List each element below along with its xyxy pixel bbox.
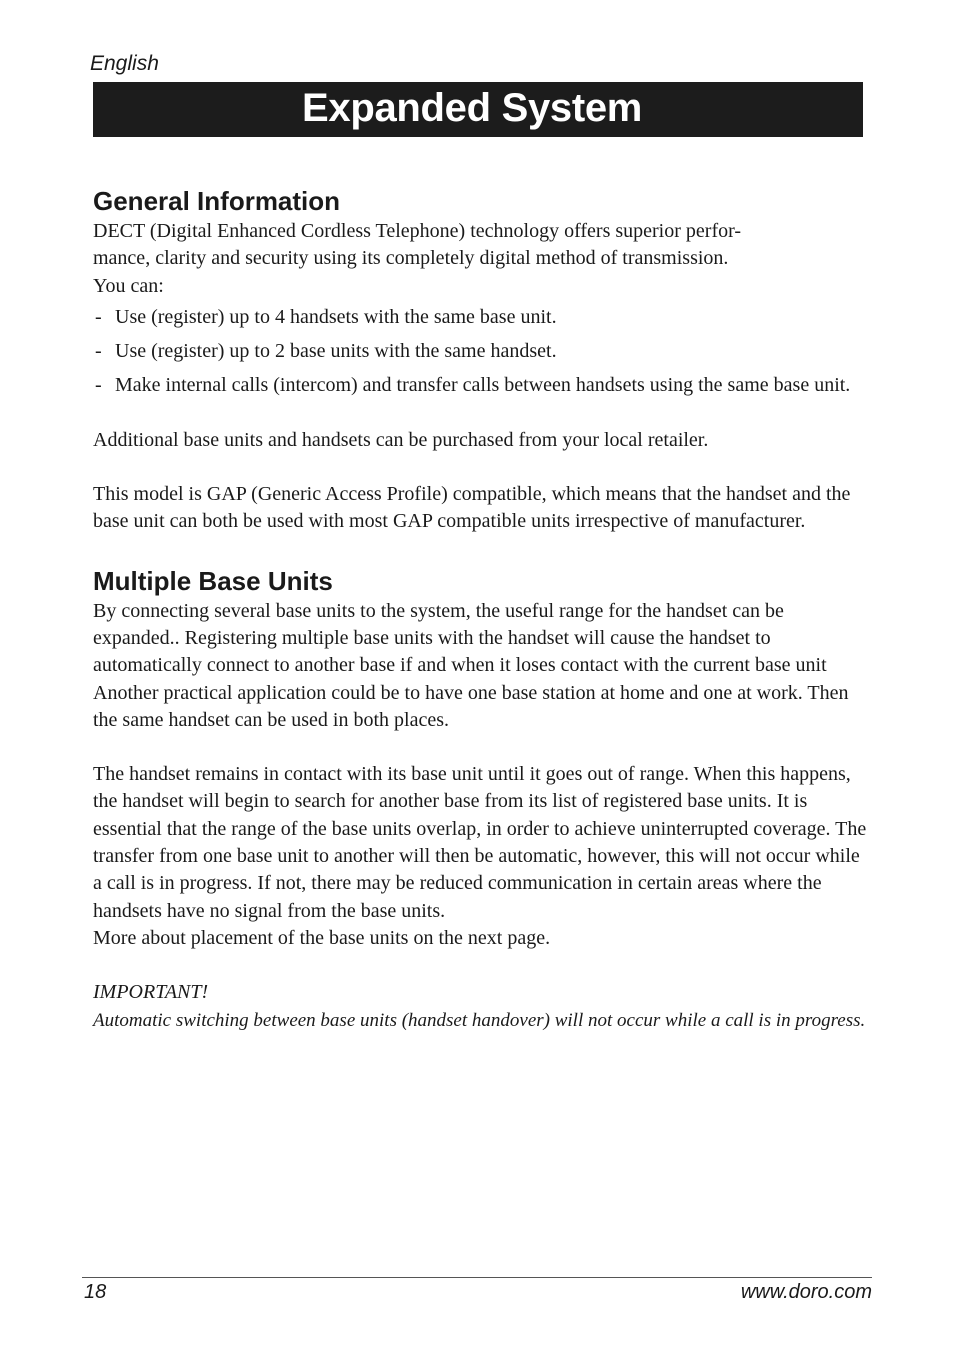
intro-line-1: DECT (Digital Enhanced Cordless Telephone) technology offers superior perfor- (93, 220, 742, 242)
list-item: - Make internal calls (intercom) and transfer calls between handsets using the same base unit. (93, 372, 868, 399)
page-content (93, 184, 868, 1034)
you-can-text: You can: (93, 274, 164, 297)
section-heading-general: General Information (93, 186, 341, 216)
footer-divider (82, 1277, 872, 1278)
footer-url: www.doro.com (740, 1281, 872, 1303)
important-label: IMPORTANT! (93, 981, 209, 1004)
intro-line-2: mance, clarity and security using its completely digital method of transmission. (93, 247, 729, 270)
page-number: 18 (84, 1281, 107, 1303)
important-text: Automatic switching between base units (handset handover) will not occur while a call is in progress. (93, 1009, 866, 1031)
feature-list (93, 304, 868, 400)
multiple-para-2: The handset remains in contact with its base unit until it goes out of range. When this happens, the handset will begin to search for another base from its list of registered base units. It is essential that the range of the base units overlap, in order to achieve uninterrupted coverage. The transfer from one base unit to another will then be automatic, however, this will not occur while a call is in progress. If not, there may be reduced communication in certain areas where the handsets have no signal from the base units. (93, 763, 867, 922)
list-item: - Use (register) up to 2 base units with the same handset. (93, 338, 868, 365)
language-label: English (90, 52, 159, 75)
list-item: - Use (register) up to 4 handsets with the same base unit. (93, 304, 868, 331)
title-bar (93, 82, 863, 137)
placement-note: More about placement of the base units on the next page. (93, 926, 551, 949)
multiple-para-1: By connecting several base units to the system, the useful range for the handset can be expanded.. Registering multiple base units with the handset will cause the handset to automatically connect to another base if and when it loses contact with the current base unit Another practical application could be to have one base station at home and one at work. Then the same handset can be used in both places. (93, 599, 849, 731)
section-heading-multiple: Multiple Base Units (93, 565, 333, 596)
gap-compat-text: This model is GAP (Generic Access Profile) compatible, which means that the handset and the base unit can both be used with most GAP compatible units irrespective of manufacturer. (93, 483, 851, 533)
page-title: Expanded System (302, 86, 643, 130)
additional-units-text: Additional base units and handsets can be purchased from your local retailer. (93, 428, 709, 451)
